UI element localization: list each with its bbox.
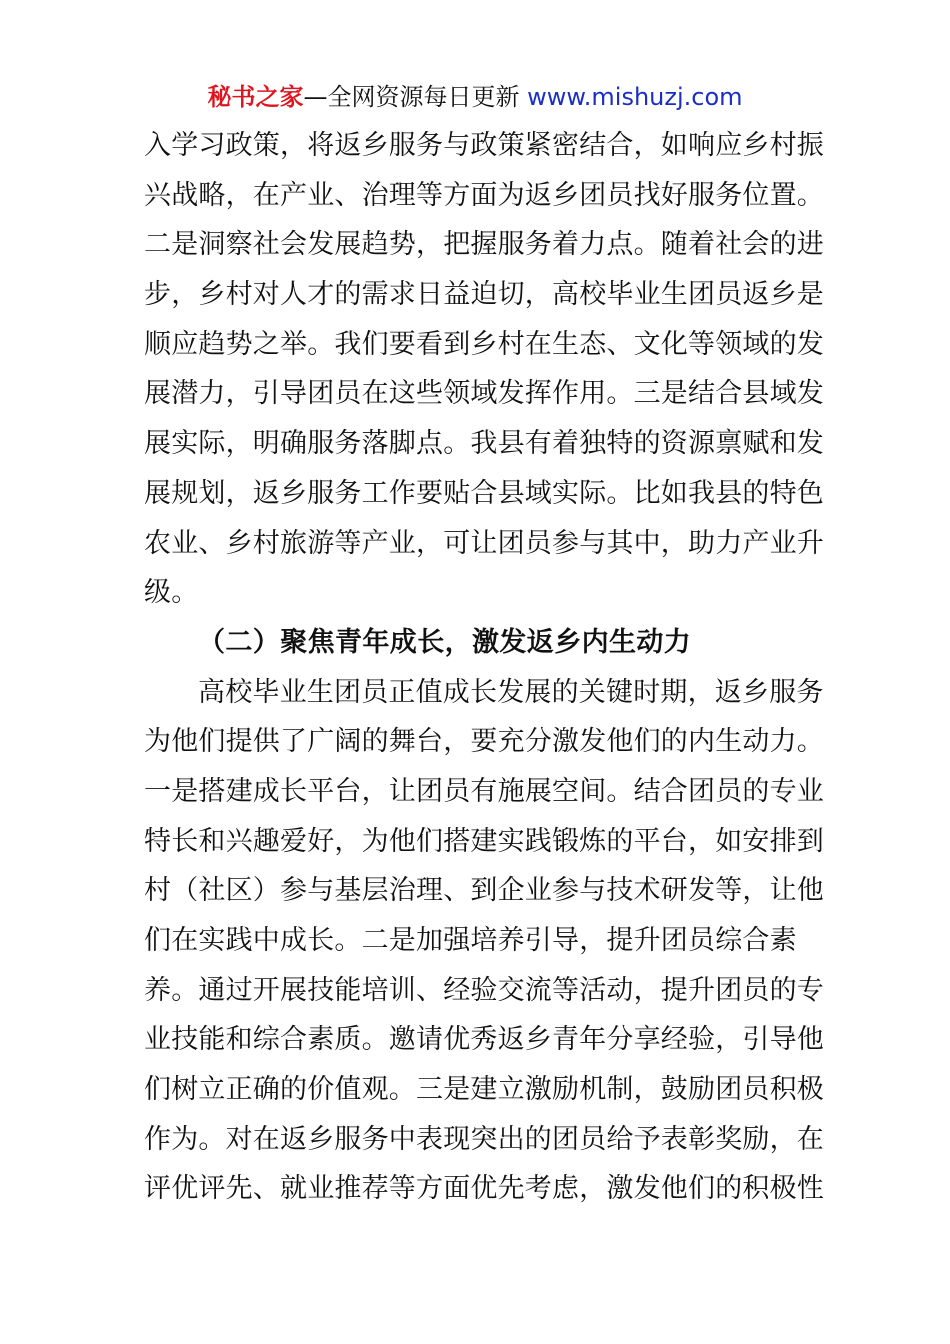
- page-header: [0, 80, 950, 114]
- paragraph-line: 入学习政策，将返乡服务与政策紧密结合，如响应乡村振: [144, 130, 824, 161]
- paragraph-line: 展潜力，引导团员在这些领域发挥作用。三是结合县域发: [144, 378, 824, 410]
- section-heading: （二）聚焦青年成长，激发返乡内生动力: [198, 626, 692, 658]
- paragraph-line: 们在实践中成长。二是加强培养引导，提升团员综合素: [144, 925, 797, 956]
- paragraph-line: 一是搭建成长平台，让团员有施展空间。结合团员的专业: [144, 775, 824, 807]
- paragraph-line: 业技能和综合素质。邀请优秀返乡青年分享经验，引导他: [144, 1024, 824, 1056]
- header-url-link[interactable]: www.mishuzj.com: [527, 83, 743, 111]
- paragraph-line: 顺应趋势之举。我们要看到乡村在生态、文化等领域的发: [144, 328, 824, 360]
- paragraph-line: 作为。对在返乡服务中表现突出的团员给予表彰奖励，在: [144, 1123, 824, 1155]
- paragraph-line: 特长和兴趣爱好，为他们搭建实践锻炼的平台，如安排到: [144, 825, 824, 857]
- paragraph-line: 展实际，明确服务落脚点。我县有着独特的资源禀赋和发: [144, 428, 824, 460]
- document-body: [144, 121, 824, 1214]
- paragraph-line: 养。通过开展技能培训、经验交流等活动，提升团员的专: [144, 974, 824, 1006]
- paragraph-line: 级。: [144, 577, 199, 609]
- paragraph-line: 村（社区）参与基层治理、到企业参与技术研发等，让他: [144, 875, 824, 907]
- paragraph-line: 为他们提供了广阔的舞台，要充分激发他们的内生动力。: [144, 726, 824, 758]
- paragraph-line: 步，乡村对人才的需求日益迫切，高校毕业生团员返乡是: [144, 279, 824, 311]
- paragraph-line: 高校毕业生团员正值成长发展的关键时期，返乡服务: [198, 676, 824, 708]
- paragraph-line: 评优评先、就业推荐等方面优先考虑，激发他们的积极性: [144, 1173, 824, 1205]
- paragraph-line: 们树立正确的价值观。三是建立激励机制，鼓励团员积极: [144, 1074, 824, 1106]
- paragraph-line: 展规划，返乡服务工作要贴合县域实际。比如我县的特色: [144, 477, 824, 509]
- header-brand: 秘书之家: [207, 83, 304, 111]
- header-tagline: —全网资源每日更新: [303, 83, 528, 111]
- paragraph-line: 农业、乡村旅游等产业，可让团员参与其中，助力产业升: [144, 527, 824, 559]
- paragraph-line: 兴战略，在产业、治理等方面为返乡团员找好服务位置。: [144, 179, 824, 211]
- paragraph-line: 二是洞察社会发展趋势，把握服务着力点。随着社会的进: [144, 229, 824, 261]
